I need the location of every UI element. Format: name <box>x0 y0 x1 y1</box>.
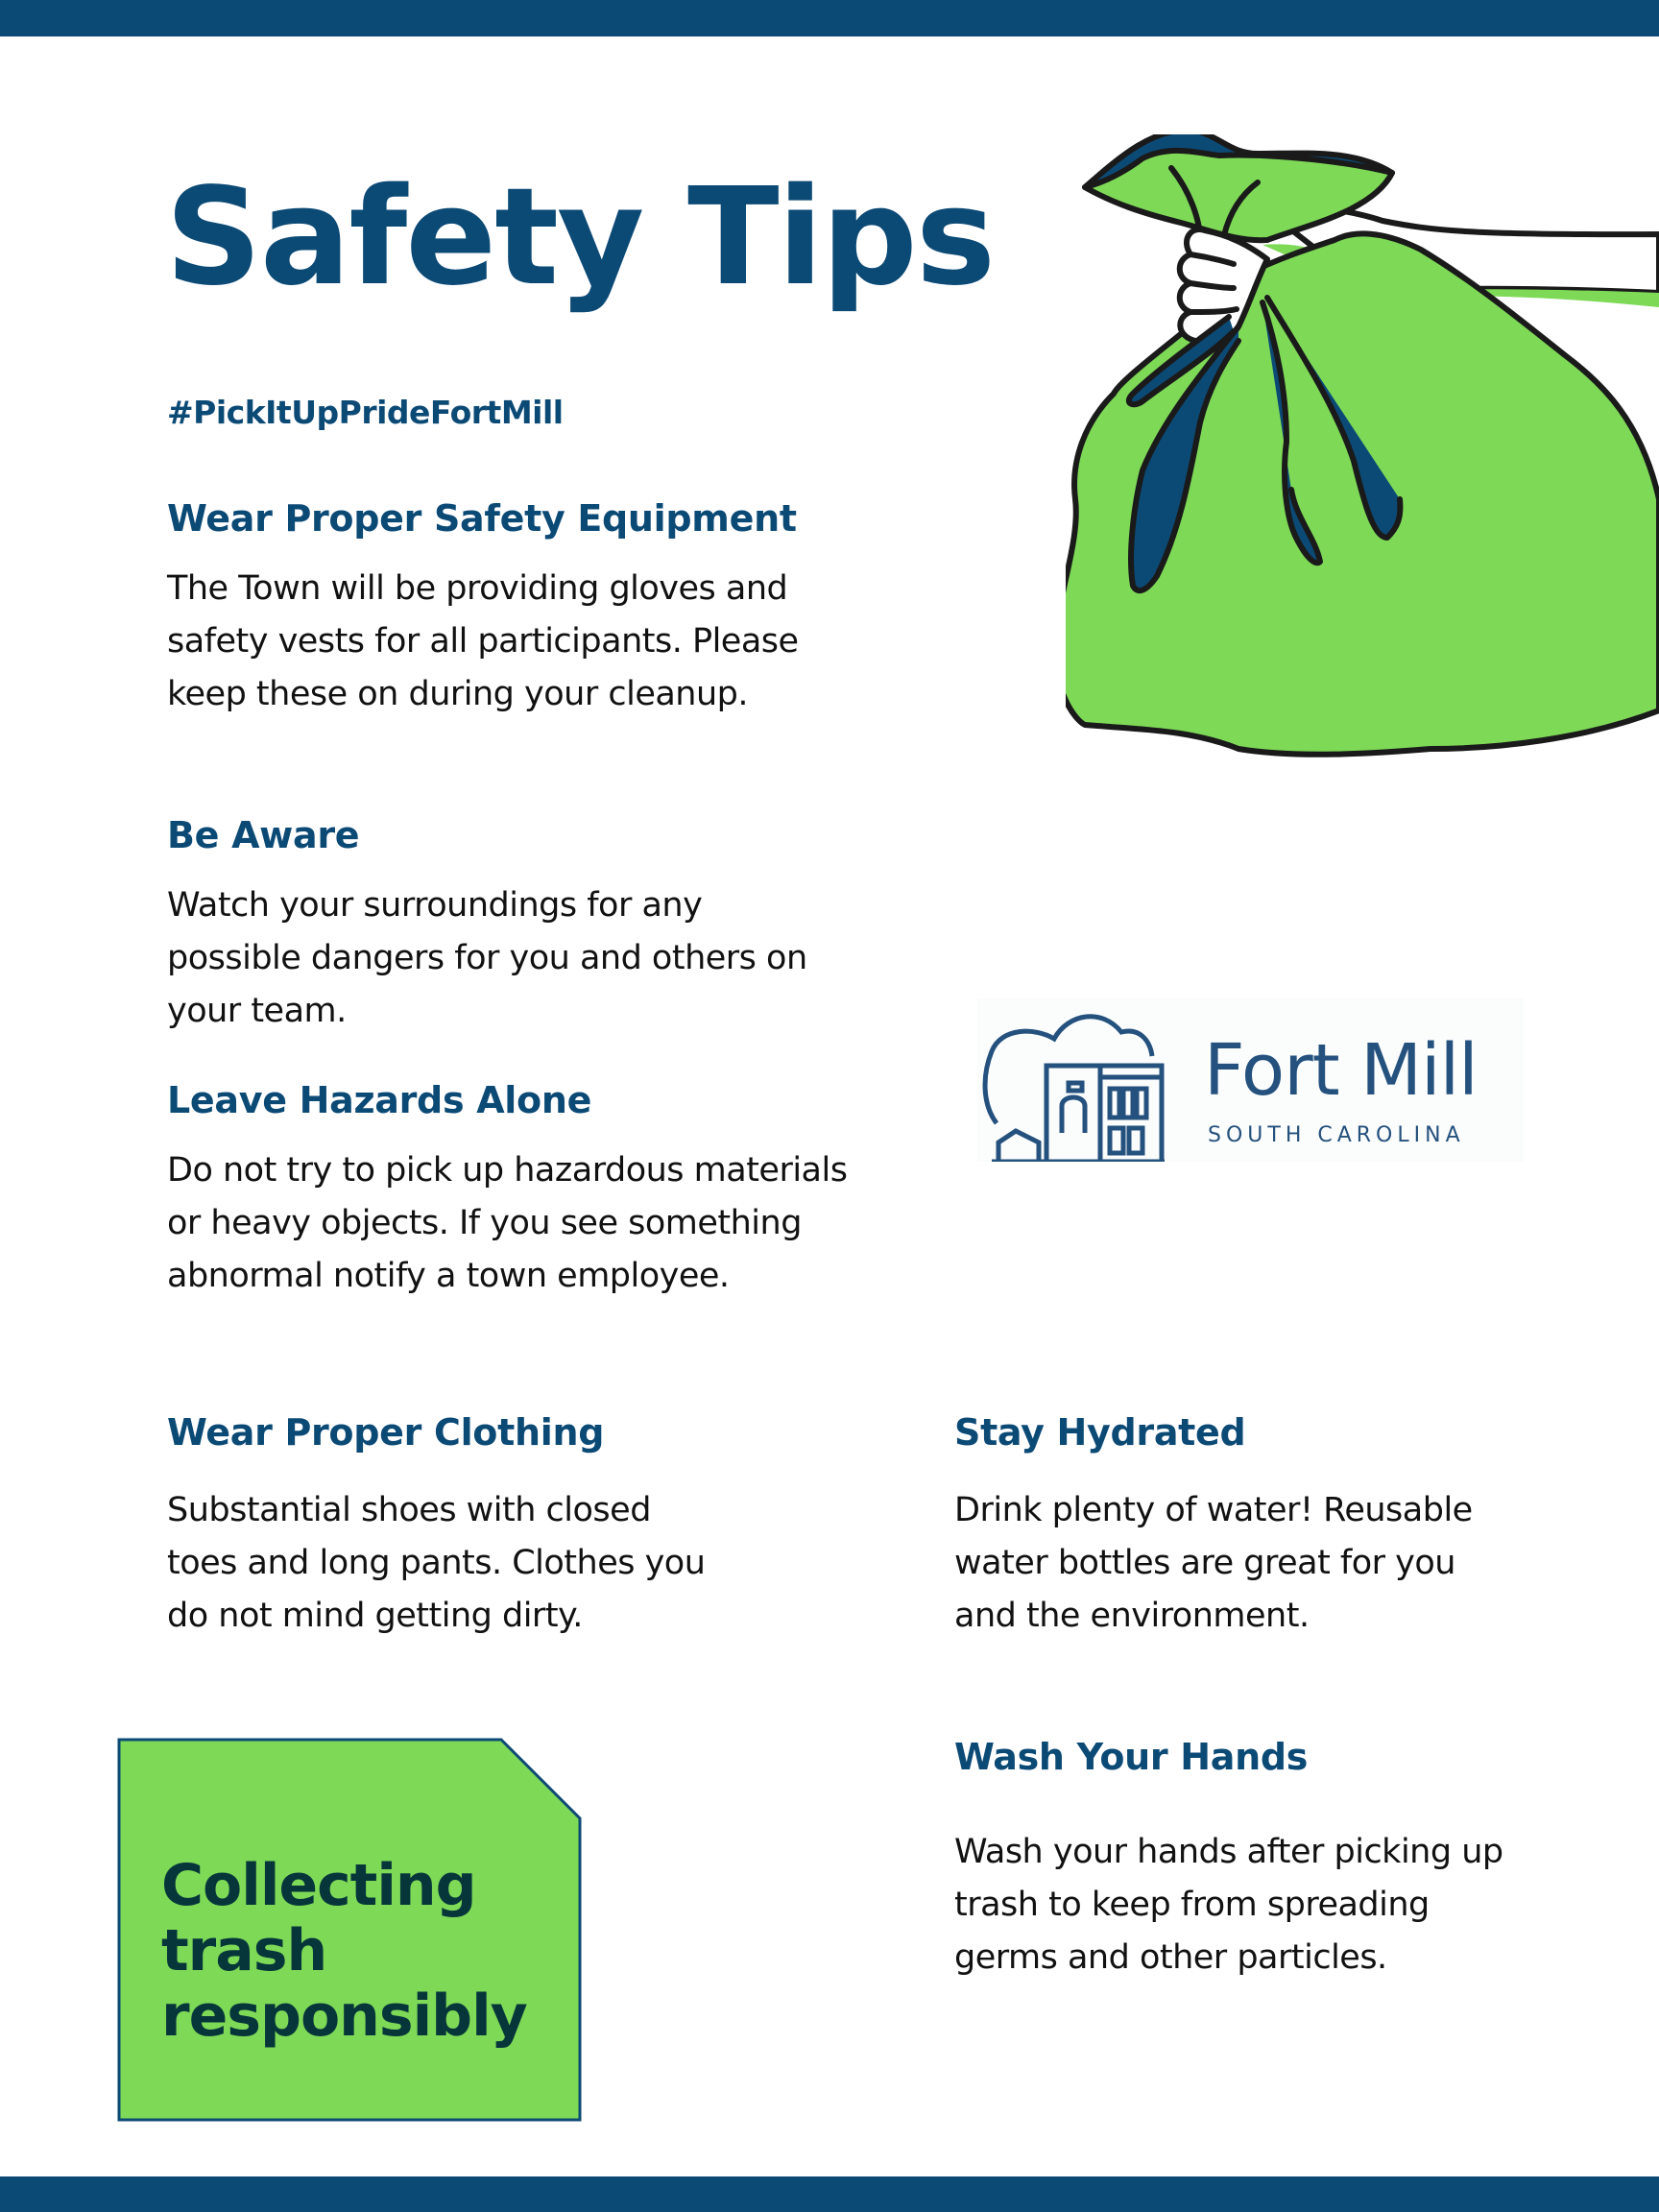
bottom-banner-bar <box>0 2176 1659 2212</box>
tip-heading: Wash Your Hands <box>954 1736 1309 1778</box>
logo-town-name: Fort Mill <box>1204 1029 1478 1112</box>
tip-safety-equipment <box>167 497 858 721</box>
callout-line: responsibly <box>161 1983 527 2050</box>
tip-body: Wash your hands after picking up trash to keep from spreading germs and other particles. <box>954 1832 1503 1977</box>
tip-body: The Town will be providing gloves and safety vests for all participants. Please keep these on during your cleanup. <box>167 568 799 713</box>
trash-bag-in-hand-icon <box>1066 134 1659 864</box>
tip-heading: Wear Proper Clothing <box>167 1411 605 1454</box>
tip-wash-hands <box>954 1736 1550 1984</box>
logo-state-name: SOUTH CAROLINA <box>1208 1123 1465 1147</box>
top-banner-bar <box>0 0 1659 36</box>
tip-body: Substantial shoes with closed toes and long pants. Clothes you do not mind getting dirty. <box>167 1490 706 1635</box>
tip-heading: Leave Hazards Alone <box>167 1079 592 1121</box>
tip-leave-hazards <box>167 1079 858 1303</box>
callout-text <box>161 1853 527 2049</box>
tip-be-aware <box>167 814 858 1038</box>
tip-stay-hydrated <box>954 1411 1550 1643</box>
tip-heading: Be Aware <box>167 814 360 856</box>
town-buildings-icon <box>977 998 1198 1162</box>
tip-body: Do not try to pick up hazardous materials or heavy objects. If you see something abnormal notify a town employee. <box>167 1150 848 1295</box>
page-title: Safety Tips <box>165 159 995 316</box>
callout-line: trash <box>161 1917 327 1984</box>
hashtag: #PickItUpPrideFortMill <box>167 394 564 431</box>
fort-mill-logo <box>977 998 1525 1162</box>
tip-body: Watch your surroundings for any possible dangers for you and others on your team. <box>167 885 807 1030</box>
tip-proper-clothing <box>167 1411 762 1643</box>
tip-heading: Stay Hydrated <box>954 1411 1246 1454</box>
callout-line: Collecting <box>161 1852 476 1919</box>
tip-body: Drink plenty of water! Reusable water bottles are great for you and the environment. <box>954 1490 1473 1635</box>
tip-heading: Wear Proper Safety Equipment <box>167 497 797 540</box>
